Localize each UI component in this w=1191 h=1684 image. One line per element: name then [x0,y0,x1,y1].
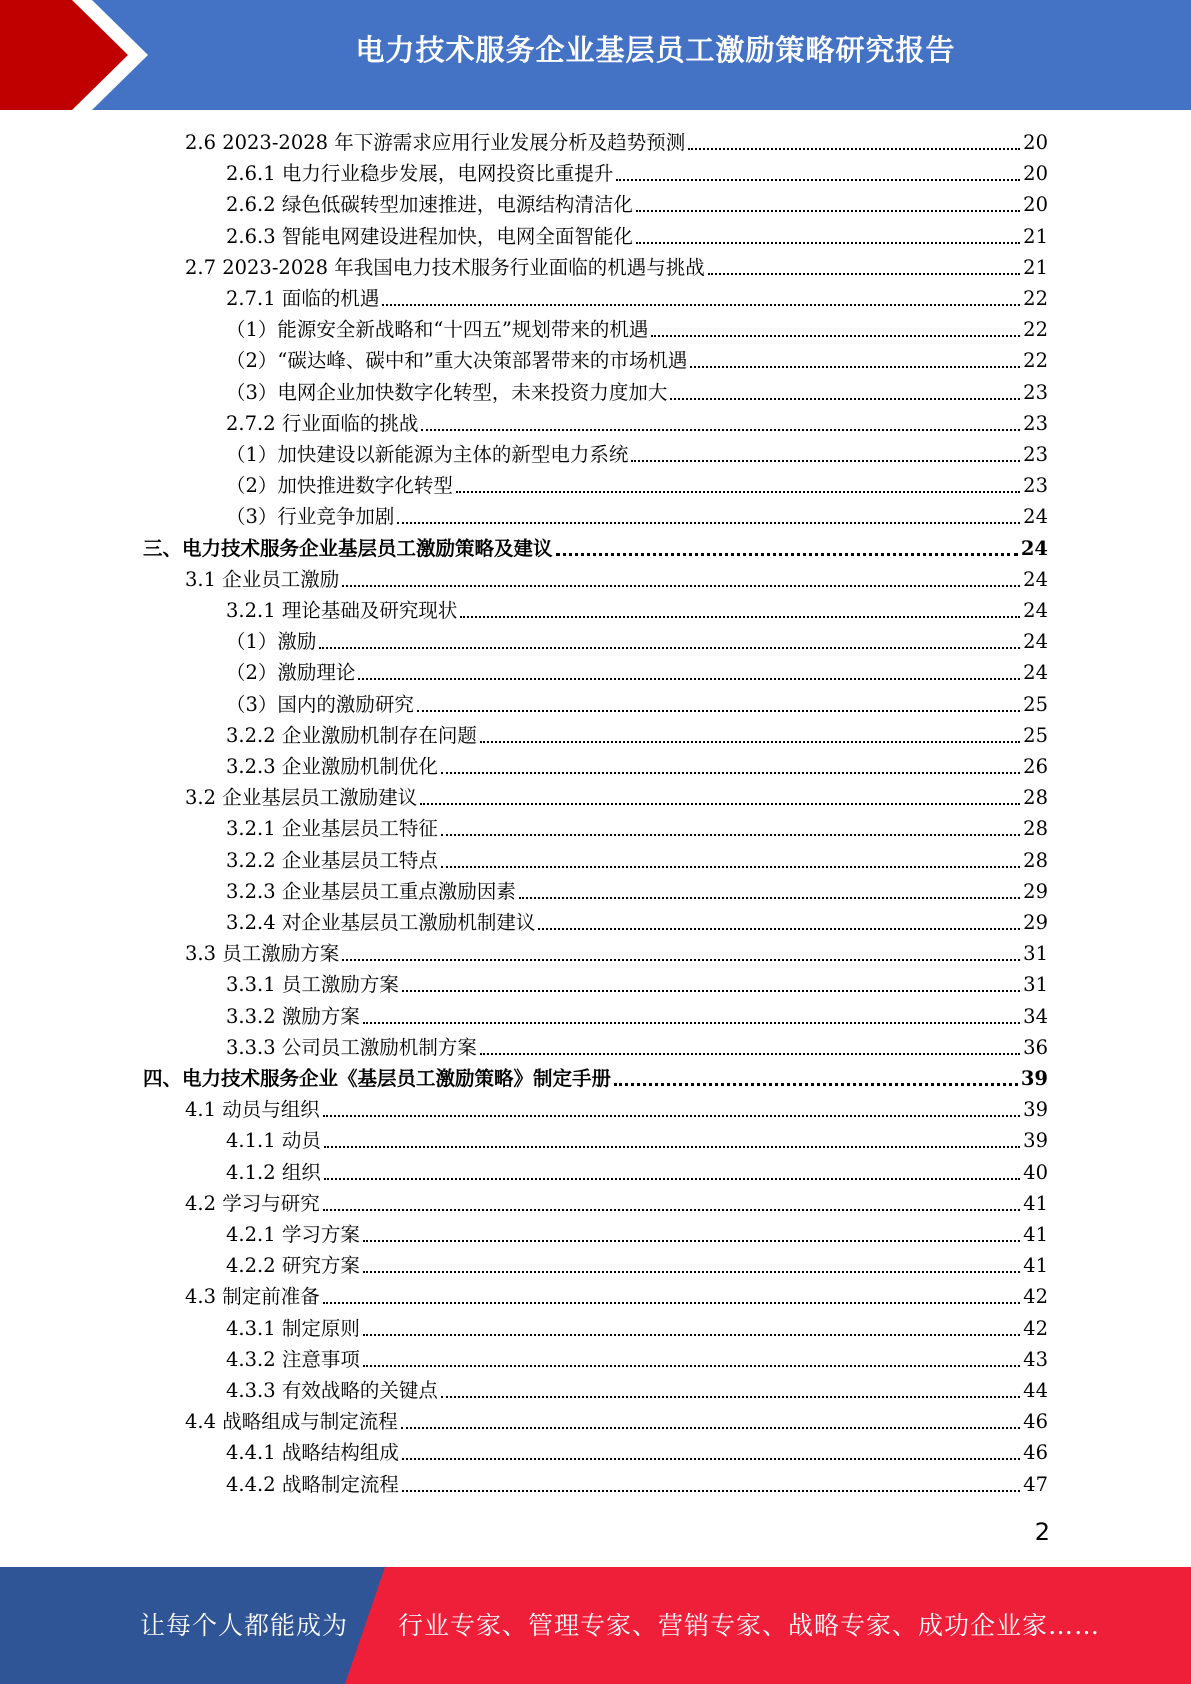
toc-dot-leader [456,491,1020,493]
toc-entry-page: 46 [1023,1441,1048,1465]
toc-entry-title: 4.3 制定前准备 [185,1285,320,1309]
toc-entry-title: 4.1 动员与组织 [185,1098,320,1122]
toc-entry-page: 41 [1023,1191,1048,1215]
toc-entry-page: 21 [1023,224,1048,248]
toc-dot-leader [616,179,1020,181]
page-number: 2 [1034,1518,1050,1546]
toc-entry[interactable] [226,314,1048,345]
toc-entry-page: 31 [1023,973,1048,997]
toc-entry[interactable] [226,283,1048,314]
toc-entry-page: 46 [1023,1410,1048,1434]
toc-entry-page: 25 [1023,692,1048,716]
toc-entry-title: 4.1.1 动员 [226,1129,321,1153]
toc-entry-title: 三、电力技术服务企业基层员工激励策略及建议 [143,536,553,560]
toc-entry-page: 29 [1023,911,1048,934]
toc-entry-title: 4.1.2 组织 [226,1160,321,1184]
toc-dot-leader [363,1271,1020,1273]
toc-entry-page: 39 [1023,1098,1048,1122]
report-title: 电力技术服务企业基层员工激励策略研究报告 [355,33,956,67]
toc-dot-leader [538,928,1020,930]
toc-entry[interactable] [226,845,1048,876]
toc-dot-leader [441,834,1020,836]
toc-entry-page: 42 [1023,1316,1048,1340]
toc-entry-title: （2）激励理论 [226,661,356,685]
toc-entry[interactable] [226,1344,1048,1375]
toc-entry[interactable] [226,1250,1048,1281]
toc-dot-leader [460,616,1020,618]
toc-entry[interactable] [226,1375,1048,1406]
toc-entry[interactable] [226,1157,1048,1188]
toc-entry-title: （3）行业竞争加剧 [226,505,395,529]
toc-entry-title: 2.6.1 电力行业稳步发展，电网投资比重提升 [226,162,614,186]
toc-entry-title: 2.7.2 行业面临的挑战 [226,411,419,435]
toc-dot-leader [397,522,1020,524]
toc-dot-leader [519,897,1020,899]
toc-dot-leader [363,1022,1020,1024]
toc-entry-page: 20 [1023,131,1048,154]
toc-entry-title: 4.4 战略组成与制定流程 [185,1410,398,1434]
toc-entry[interactable] [226,689,1048,720]
toc-dot-leader [363,1365,1020,1367]
toc-entry-title: （3）国内的激励研究 [226,692,414,716]
toc-entry[interactable] [226,439,1048,470]
toc-entry[interactable] [226,751,1048,782]
toc-entry[interactable] [185,782,1048,813]
toc-entry-title: 3.2.2 企业基层员工特点 [226,848,438,872]
toc-entry[interactable] [185,938,1048,969]
toc-entry-page: 22 [1023,318,1048,342]
toc-entry-title: 3.3.2 激励方案 [226,1004,360,1028]
toc-entry[interactable] [226,501,1048,532]
footer-slogan-left: 让每个人都能成为 [140,1611,349,1640]
toc-entry-page: 22 [1023,287,1048,310]
toc-entry-title: 4.4.2 战略制定流程 [226,1472,399,1496]
toc-entry[interactable] [185,252,1048,283]
toc-entry-title: 4.3.3 有效战略的关键点 [226,1379,438,1402]
toc-entry-title: （1）激励 [226,630,317,654]
toc-dot-leader [690,366,1020,368]
toc-entry[interactable] [185,564,1048,595]
toc-entry-title: （3）电网企业加快数字化转型，未来投资力度加大 [226,380,668,404]
toc-entry-page: 36 [1023,1035,1048,1059]
toc-entry-title: 3.2.3 企业基层员工重点激励因素 [226,879,516,903]
toc-entry-title: 3.2.4 对企业基层员工激励机制建议 [226,911,536,934]
toc-entry-title: 4.3.1 制定原则 [226,1316,360,1340]
toc-entry-title: 3.2.2 企业激励机制存在问题 [226,723,477,747]
toc-entry-title: 3.3.1 员工激励方案 [226,973,399,997]
toc-entry[interactable] [226,876,1048,907]
toc-entry[interactable] [226,1032,1048,1063]
toc-entry-title: 4.2.1 学习方案 [226,1223,360,1246]
toc-entry-page: 24 [1023,567,1048,591]
toc-entry-page: 23 [1023,411,1048,435]
toc-dot-leader [614,1083,1018,1086]
toc-entry[interactable] [143,1063,1048,1094]
toc-entry-title: 3.2.1 理论基础及研究现状 [226,599,458,622]
toc-entry[interactable] [226,470,1048,501]
toc-dot-leader [342,959,1020,961]
toc-entry-page: 41 [1023,1254,1048,1278]
toc-entry-page: 39 [1023,1129,1048,1153]
toc-entry[interactable] [226,221,1048,252]
toc-entry-page: 28 [1023,848,1048,872]
toc-entry[interactable] [226,595,1048,626]
toc-entry-page: 41 [1023,1223,1048,1246]
toc-entry[interactable] [226,626,1048,657]
footer-slogan-right: 行业专家、管理专家、营销专家、战略专家、成功企业家…… [398,1611,1101,1640]
toc-dot-leader [670,398,1020,400]
toc-entry[interactable] [226,1313,1048,1344]
toc-entry[interactable] [226,1001,1048,1032]
toc-dot-leader [402,1458,1020,1460]
toc-dot-leader [441,1396,1020,1398]
toc-entry[interactable] [185,1188,1048,1219]
toc-entry-title: 4.2.2 研究方案 [226,1254,360,1278]
toc-entry[interactable] [226,1219,1048,1250]
toc-dot-leader [417,710,1020,712]
toc-entry-title: 3.2 企业基层员工激励建议 [185,786,418,810]
page-header [0,0,1191,110]
toc-dot-leader [402,990,1020,992]
toc-entry-page: 24 [1023,661,1048,685]
toc-entry-title: 3.3.3 公司员工激励机制方案 [226,1035,477,1059]
toc-entry-page: 29 [1023,879,1048,903]
toc-dot-leader [441,866,1020,868]
toc-entry-title: 3.2.1 企业基层员工特征 [226,817,438,841]
toc-entry-title: 3.2.3 企业激励机制优化 [226,755,438,778]
toc-entry-page: 26 [1023,755,1048,778]
page-footer [0,1567,1191,1684]
toc-entry-page: 24 [1023,599,1048,622]
toc-entry-title: 2.7.1 面临的机遇 [226,287,380,310]
toc-dot-leader [358,678,1020,680]
toc-entry-title: 4.4.1 战略结构组成 [226,1441,399,1465]
toc-dot-leader [421,429,1020,431]
toc-dot-leader [323,1302,1020,1304]
toc-dot-leader [480,741,1020,743]
toc-entry-page: 21 [1023,255,1048,279]
toc-entry[interactable] [226,1125,1048,1156]
toc-entry[interactable] [226,158,1048,189]
toc-entry-page: 24 [1020,536,1048,560]
toc-dot-leader [342,585,1020,587]
toc-dot-leader [636,242,1020,244]
toc-dot-leader [631,460,1020,462]
toc-entry[interactable] [226,1469,1048,1500]
toc-entry[interactable] [226,408,1048,439]
toc-entry-page: 28 [1023,817,1048,841]
toc-dot-leader [363,1334,1020,1336]
toc-entry-page: 42 [1023,1285,1048,1309]
toc-entry-title: 3.3 员工激励方案 [185,942,340,966]
toc-entry-page: 43 [1023,1347,1048,1371]
toc-dot-leader [480,1053,1020,1055]
toc-dot-leader [324,1178,1020,1180]
toc-entry-page: 40 [1023,1160,1048,1184]
toc-entry-title: （2）加快推进数字化转型 [226,474,453,498]
toc-dot-leader [319,647,1020,649]
toc-dot-leader [402,1490,1020,1492]
toc-entry-page: 24 [1023,505,1048,529]
toc-entry[interactable] [185,1281,1048,1312]
toc-entry[interactable] [226,720,1048,751]
toc-dot-leader [363,1240,1020,1242]
toc-entry-page: 28 [1023,786,1048,810]
toc-dot-leader [636,210,1020,212]
toc-entry-title: 2.6.2 绿色低碳转型加速推进，电源结构清洁化 [226,193,633,217]
toc-dot-leader [401,1427,1020,1429]
toc-entry-page: 24 [1023,630,1048,654]
toc-entry[interactable] [226,969,1048,1000]
toc-entry-page: 23 [1023,380,1048,404]
toc-entry[interactable] [226,907,1048,938]
toc-entry-page: 44 [1023,1379,1048,1402]
toc-entry[interactable] [143,533,1048,564]
toc-entry-page: 31 [1023,942,1048,966]
toc-dot-leader [441,772,1020,774]
toc-entry-page: 20 [1023,193,1048,217]
red-arrow-decoration [0,0,160,110]
toc-entry-page: 23 [1023,474,1048,498]
toc-entry-title: 4.3.2 注意事项 [226,1347,360,1371]
toc-entry-page: 20 [1023,162,1048,186]
toc-entry-title: 4.2 学习与研究 [185,1191,320,1215]
toc-entry[interactable] [226,377,1048,408]
toc-entry[interactable] [226,1437,1048,1468]
toc-dot-leader [420,803,1020,805]
toc-dot-leader [382,304,1020,306]
toc-dot-leader [651,335,1020,337]
toc-entry[interactable] [185,1094,1048,1125]
toc-entry-page: 47 [1023,1472,1048,1496]
toc-entry-title: 2.6.3 智能电网建设进程加快，电网全面智能化 [226,224,633,248]
toc-entry-title: （1）能源安全新战略和“十四五”规划带来的机遇 [226,318,649,342]
toc-dot-leader [688,148,1020,150]
toc-entry[interactable] [226,813,1048,844]
toc-entry-page: 34 [1023,1004,1048,1028]
toc-entry[interactable] [185,1406,1048,1437]
toc-entry-page: 25 [1023,723,1048,747]
toc-entry-title: （1）加快建设以新能源为主体的新型电力系统 [226,443,629,466]
toc-entry-page: 39 [1020,1067,1048,1090]
toc-entry[interactable] [185,127,1048,158]
toc-dot-leader [323,1209,1020,1211]
toc-dot-leader [708,273,1020,275]
toc-dot-leader [324,1146,1020,1148]
toc-entry-title: 3.1 企业员工激励 [185,567,340,591]
toc-dot-leader [556,553,1018,556]
toc-entry-title: 2.7 2023-2028 年我国电力技术服务行业面临的机遇与挑战 [185,255,705,279]
toc-entry-title: （2）“碳达峰、碳中和”重大决策部署带来的市场机遇 [226,349,688,373]
toc-entry[interactable] [226,345,1048,376]
toc-entry-page: 22 [1023,349,1048,373]
toc-entry-page: 23 [1023,443,1048,466]
toc-entry-title: 2.6 2023-2028 年下游需求应用行业发展分析及趋势预测 [185,131,686,154]
toc-entry[interactable] [226,657,1048,688]
toc-entry[interactable] [226,189,1048,220]
toc-entry-title: 四、电力技术服务企业《基层员工激励策略》制定手册 [143,1067,612,1090]
toc-dot-leader [323,1115,1020,1117]
